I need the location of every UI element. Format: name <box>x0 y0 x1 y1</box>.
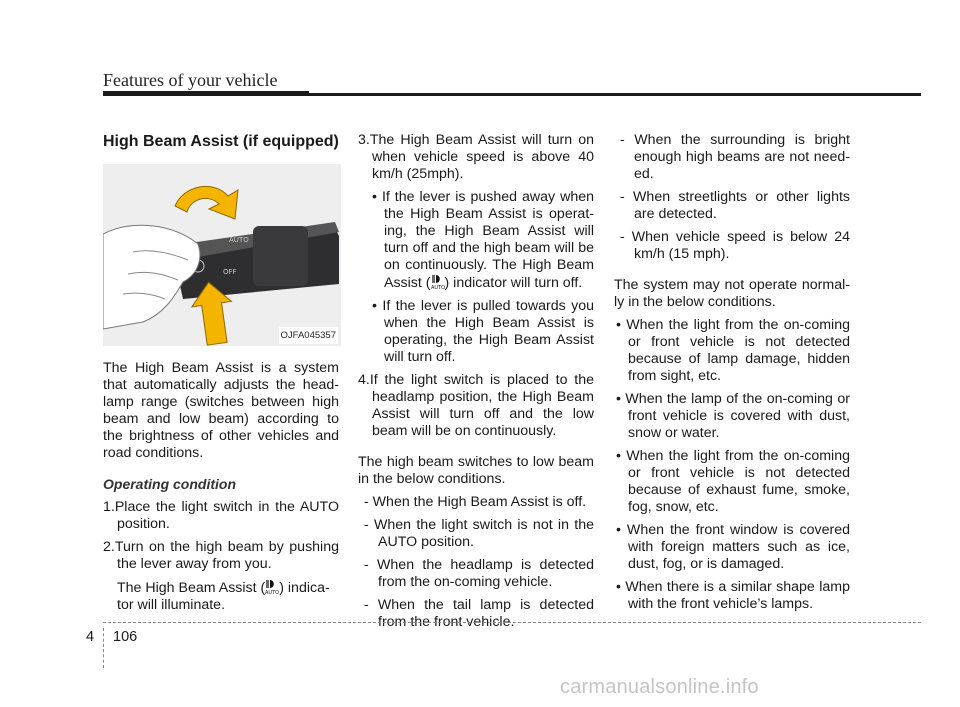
bullet-similar-lamp: • When there is a similar shape lamp with the front vehicle’s lamps. <box>616 579 850 612</box>
svg-text:AUTO: AUTO <box>265 590 280 595</box>
dash-low-speed: - When vehicle speed is below 24 km/h (15 mph). <box>620 229 850 262</box>
bullet-exhaust-fog: • When the light from the on-coming or front vehicle is not detected because of exhaust fume, smoke, fog, snow, etc. <box>616 448 850 515</box>
column-2 <box>358 132 594 637</box>
bullet-lever-pushed-text-b: ) indicator will turn off. <box>444 275 583 291</box>
bullet-lamp-damage: • When the light from the on-coming or front vehicle is not detected because of lamp damage, hidden from sight, etc. <box>616 317 850 384</box>
step-4: 4.If the light switch is placed to the headlamp position, the High Beam Assist will turn off and the low beam will be on continuously. <box>358 372 594 439</box>
step-2-note-text-b: ) indica-tor will illuminate. <box>117 580 330 613</box>
step-3: 3.The High Beam Assist will turn on when vehicle speed is above 40 km/h (25mph). <box>358 132 594 182</box>
chapter-number: 4 <box>86 629 95 645</box>
bullet-lamp-covered: • When the lamp of the on-coming or front vehicle is covered with dust, snow or water. <box>616 391 850 441</box>
dash-bright-surroundings: - When the surrounding is bright enough high beams are not need-ed. <box>620 132 850 182</box>
watermark: carmanualsonline.info <box>560 676 759 698</box>
auto-high-beam-icon <box>265 579 279 595</box>
column-1 <box>103 132 339 620</box>
dash-headlamp-detected: - When the headlamp is detected from the on-coming vehicle. <box>364 557 594 590</box>
step-2: 2.Turn on the high beam by pushing the lever away from you. <box>103 539 339 572</box>
dash-taillamp-detected: - When the tail lamp is detected from the front vehicle. <box>364 597 594 630</box>
dash-streetlights: - When streetlights or other lights are detected. <box>620 189 850 222</box>
bullet-lever-pulled: • If the lever is pulled towards you when the High Beam Assist is operating, the High Beam Assist will turn off. <box>372 298 594 365</box>
lever-illustration <box>103 164 341 346</box>
bullet-lever-pushed <box>358 189 594 292</box>
svg-text:AUTO: AUTO <box>229 236 249 244</box>
bullet-window-covered: • When the front window is covered with foreign matters such as ice, dust, fog, or is damaged. <box>616 522 850 572</box>
page-number: 106 <box>113 629 138 645</box>
page-header-title: Features of your vehicle <box>103 70 278 90</box>
svg-text:AUTO: AUTO <box>430 285 445 290</box>
auto-high-beam-icon <box>431 274 445 290</box>
header-rule <box>103 93 921 96</box>
section-title: High Beam Assist (if equipped) <box>103 133 339 150</box>
limitations-intro: The system may not operate normal-ly in the below conditions. <box>614 277 850 310</box>
dash-hba-off: - When the High Beam Assist is off. <box>364 494 587 510</box>
low-beam-intro: The high beam switches to low beam in the below conditions. <box>358 454 594 487</box>
footer-rule <box>103 622 921 623</box>
bullet-lever-pushed-text-a: • If the lever is pushed away when the High Beam Assist is operat-ing, the High Beam Assist will turn off and the high beam will be on continuously. The High Beam Assist ( <box>372 189 594 291</box>
step-2-note <box>103 579 339 614</box>
figure-caption: OJFA045357 <box>279 327 338 344</box>
dash-not-auto: - When the light switch is not in the AUTO position. <box>364 517 594 550</box>
intro-paragraph: The High Beam Assist is a system that automatically adjusts the head-lamp range (switches between high beam and low beam) according to the brightness of other vehicles and road conditions. <box>103 360 339 461</box>
column-3 <box>614 132 850 619</box>
operating-condition-heading: Operating condition <box>103 476 236 492</box>
lever-hand-icon <box>103 164 341 346</box>
svg-text:OFF: OFF <box>223 268 237 276</box>
footer-divider <box>103 628 104 668</box>
step-2-note-text-a: The High Beam Assist ( <box>117 580 266 596</box>
step-1: 1.Place the light switch in the AUTO position. <box>103 499 339 532</box>
